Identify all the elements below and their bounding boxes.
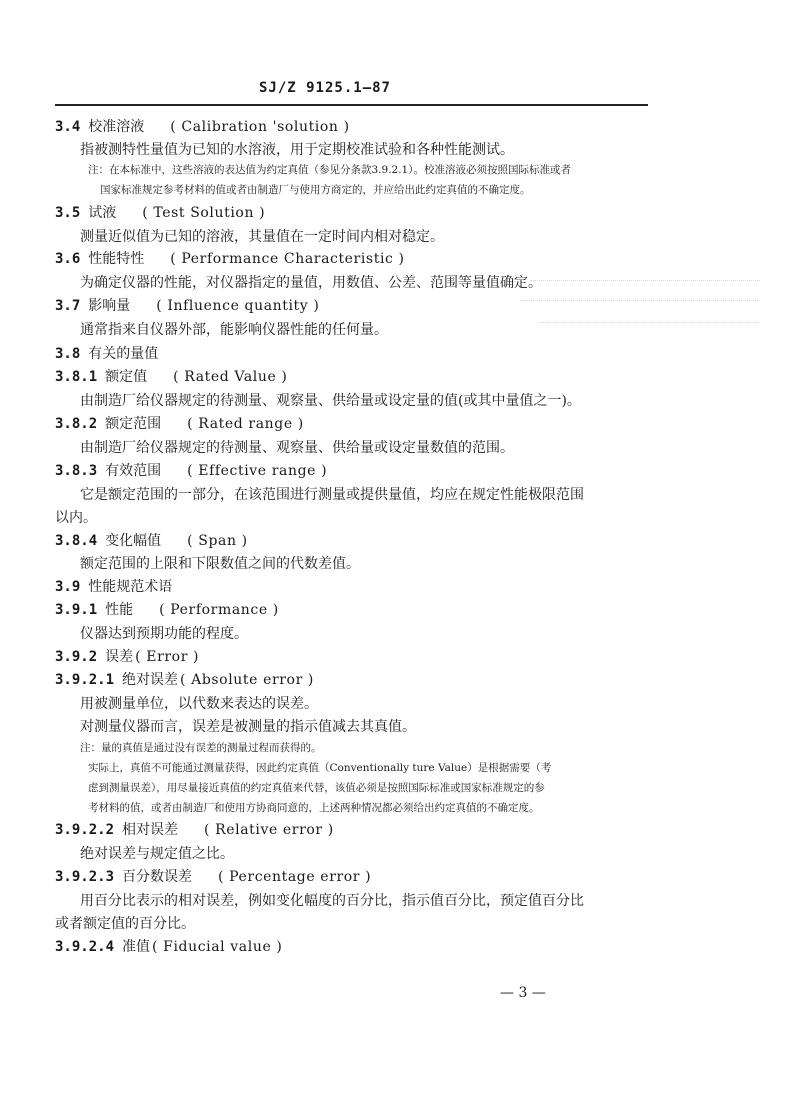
term-cn: 性能规范术语 <box>88 579 173 595</box>
paragraph-line: 由制造厂给仪器规定的待测量、观察量、供给量或设定量的值(或其中量值之一)。 <box>80 393 581 409</box>
section-heading <box>55 646 199 666</box>
section-number: 3.4 <box>55 119 81 135</box>
note-line: 实际上，真值不可能通过测量获得，因此约定真值（Conventionally ture Value）是根据需要（考 <box>88 762 552 774</box>
section-heading <box>55 366 287 386</box>
term-cn: 相对误差 <box>122 822 179 838</box>
section-number: 3.9 <box>55 579 81 595</box>
section-number: 3.9.2.4 <box>55 939 115 955</box>
section-number: 3.9.1 <box>55 602 98 618</box>
term-en: ( Rated Value ) <box>173 369 288 385</box>
section-heading <box>55 530 248 550</box>
section-number: 3.7 <box>55 298 81 314</box>
section-number: 3.8.2 <box>55 416 98 432</box>
section-heading <box>55 669 314 689</box>
section-heading <box>55 936 282 956</box>
standard-number-header: SJ/Z 9125.1—87 <box>258 80 391 96</box>
section-number: 3.8.3 <box>55 463 98 479</box>
term-en: ( Performance Characteristic ) <box>170 251 405 267</box>
paragraph-line: 对测量仪器而言，误差是被测量的指示值减去其真值。 <box>80 719 416 735</box>
section-number: 3.9.2 <box>55 649 98 665</box>
term-en: ( Influence quantity ) <box>156 298 320 314</box>
term-cn: 影响量 <box>88 298 131 314</box>
section-number: 3.9.2.1 <box>55 672 115 688</box>
paragraph-line: 为确定仪器的性能，对仪器指定的量值，用数值、公差、范围等量值确定。 <box>80 275 542 291</box>
paragraph-line: 绝对误差与规定值之比。 <box>80 846 234 862</box>
term-cn: 误差 <box>105 649 134 665</box>
paragraph-line: 额定范围的上限和下限数值之间的代数差值。 <box>80 556 360 572</box>
section-heading <box>55 413 304 433</box>
scan-artifact <box>540 322 760 323</box>
section-heading <box>55 295 319 315</box>
note-line: 考材料的值，或者由制造厂和使用方协商同意的，上述两种情况都必须给出约定真值的不确定度。 <box>88 802 540 814</box>
term-cn: 有效范围 <box>105 463 162 479</box>
paragraph-line: 以内。 <box>55 510 97 526</box>
paragraph-line: 由制造厂给仪器规定的待测量、观察量、供给量或设定量数值的范围。 <box>80 440 514 456</box>
paragraph-line: 通常指来自仪器外部，能影响仪器性能的任何量。 <box>80 322 388 338</box>
term-en: ( Performance ) <box>159 602 279 618</box>
term-cn: 绝对误差 <box>122 672 179 688</box>
section-heading <box>55 116 350 136</box>
section-number: 3.5 <box>55 205 81 221</box>
paragraph-line: 用百分比表示的相对误差，例如变化幅度的百分比，指示值百分比，预定值百分比 <box>80 893 584 909</box>
page-number: — 3 — <box>500 985 546 1001</box>
section-heading <box>55 248 405 268</box>
scan-artifact <box>530 280 760 281</box>
section-number: 3.8.4 <box>55 533 98 549</box>
term-cn: 性能 <box>105 602 134 618</box>
section-number: 3.9.2.3 <box>55 869 115 885</box>
term-en: ( Test Solution ) <box>142 205 266 221</box>
note-line: 注：量的真值是通过没有误差的测量过程而获得的。 <box>80 742 322 754</box>
term-en: ( Absolute error ) <box>180 672 314 688</box>
section-heading <box>55 819 334 839</box>
term-cn: 试液 <box>88 205 117 221</box>
section-number: 3.8.1 <box>55 369 98 385</box>
term-cn: 额定范围 <box>105 416 162 432</box>
section-number: 3.9.2.2 <box>55 822 115 838</box>
header-rule <box>55 104 648 106</box>
term-en: ( Fiducial value ) <box>152 939 283 955</box>
paragraph-line: 指被测特性量值为已知的水溶液，用于定期校准试验和各种性能测试。 <box>80 142 514 158</box>
paragraph-line: 或者额定值的百分比。 <box>55 916 195 932</box>
section-heading <box>55 343 158 363</box>
paragraph-line: 它是额定范围的一部分，在该范围进行测量或提供量值，均应在规定性能极限范围 <box>80 487 584 503</box>
term-en: ( Relative error ) <box>204 822 334 838</box>
note-line: 国家标准规定参考材料的值或者由制造厂与使用方商定的，并应给出此约定真值的不确定度。 <box>100 184 531 196</box>
term-cn: 准值 <box>122 939 151 955</box>
section-heading <box>55 576 172 596</box>
term-cn: 百分数误差 <box>122 869 193 885</box>
paragraph-line: 用被测量单位，以代数来表达的误差。 <box>80 696 318 712</box>
term-en: ( Calibration 'solution ) <box>170 119 350 135</box>
section-heading <box>55 866 371 886</box>
term-cn: 性能特性 <box>88 251 145 267</box>
paragraph-line: 测量近似值为已知的溶液，其量值在一定时间内相对稳定。 <box>80 229 444 245</box>
term-en: ( Percentage error ) <box>218 869 372 885</box>
note-line: 虑到测量误差），用尽量接近真值的约定真值来代替，该值必须是按照国际标准或国家标准规定的参 <box>88 782 545 794</box>
term-en: ( Effective range ) <box>187 463 328 479</box>
section-number: 3.8 <box>55 346 81 362</box>
term-cn: 校准溶液 <box>88 119 145 135</box>
term-cn: 有关的量值 <box>88 346 159 362</box>
term-cn: 额定值 <box>105 369 148 385</box>
scan-artifact <box>520 300 760 301</box>
note-line: 注：在本标准中，这些溶液的表达值为约定真值（参见分条款3.9.2.1）。校准溶液必须按照国际标准或者 <box>88 164 571 176</box>
section-heading <box>55 202 265 222</box>
paragraph-line: 仪器达到预期功能的程度。 <box>80 626 248 642</box>
term-cn: 变化幅值 <box>105 533 162 549</box>
term-en: ( Span ) <box>187 533 248 549</box>
section-number: 3.6 <box>55 251 81 267</box>
section-heading <box>55 460 327 480</box>
term-en: ( Rated range ) <box>187 416 304 432</box>
section-heading <box>55 599 279 619</box>
term-en: ( Error ) <box>135 649 200 665</box>
